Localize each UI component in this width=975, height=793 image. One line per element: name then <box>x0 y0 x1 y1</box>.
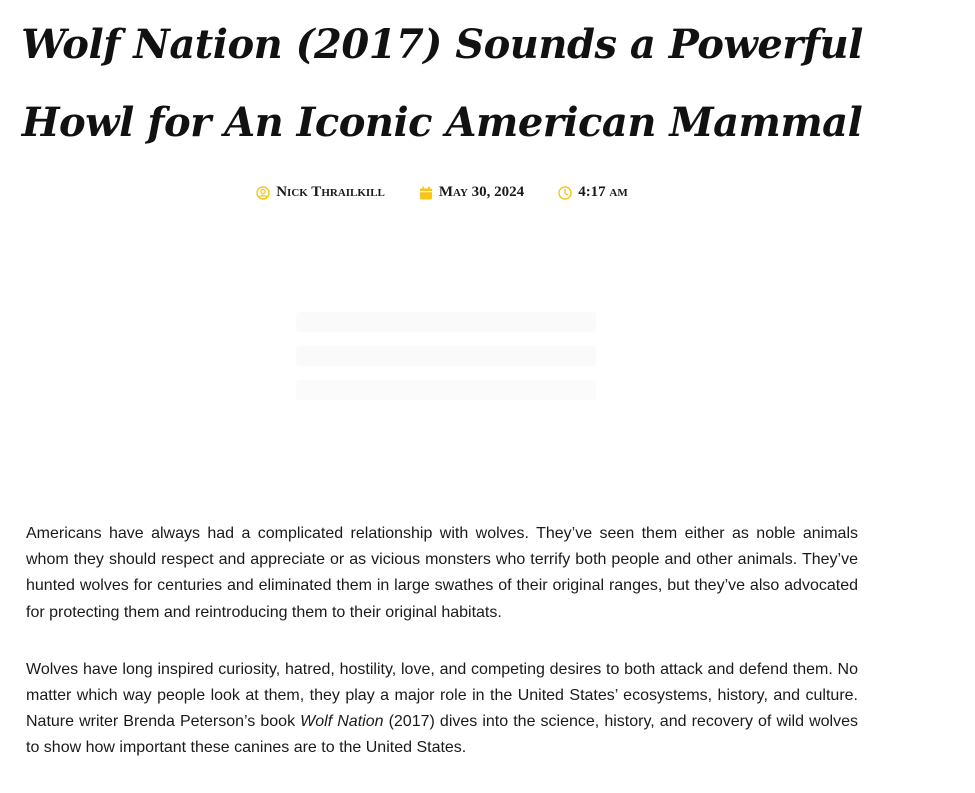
article-title: Wolf Nation (2017) Sounds a Powerful Howl for An Iconic American Mammal <box>21 21 863 146</box>
post-meta <box>0 184 884 201</box>
user-circle-icon <box>256 186 270 200</box>
paragraph: Americans have always had a complicated relationship with wolves. They’ve seen them either as noble animals whom they should respect and appreciate or as vicious monsters who terrify both people and other animals. They’ve hunted wolves for centuries and eliminated them in large swathes of their original ranges, but they’ve also advocated for protecting them and reintroducing them to their original habitats. <box>26 525 858 621</box>
article-body <box>26 521 858 793</box>
calendar-icon <box>419 186 433 200</box>
time-item <box>558 184 628 201</box>
date-link[interactable] <box>419 184 524 201</box>
paragraph: Wolves have long inspired curiosity, hatred, hostility, love, and competing desires to both attack and defend them. No matter which way people look at them, they play a major role in the United States’ ecosystems, history, and culture. Nature writer Brenda Peterson’s book Wolf Nation (2017) dives into the science, history, and recovery of wild wolves to show how important these canines are to the United States. <box>26 660 859 757</box>
clock-icon <box>558 186 572 200</box>
post-date: May 30, 2024 <box>438 184 525 200</box>
post-time: 4:17 am <box>578 184 628 200</box>
author-name: Nick Thrailkill <box>276 184 385 200</box>
book-title: Wolf Nation <box>300 713 384 731</box>
featured-image <box>296 312 596 402</box>
author-link[interactable] <box>256 184 385 201</box>
